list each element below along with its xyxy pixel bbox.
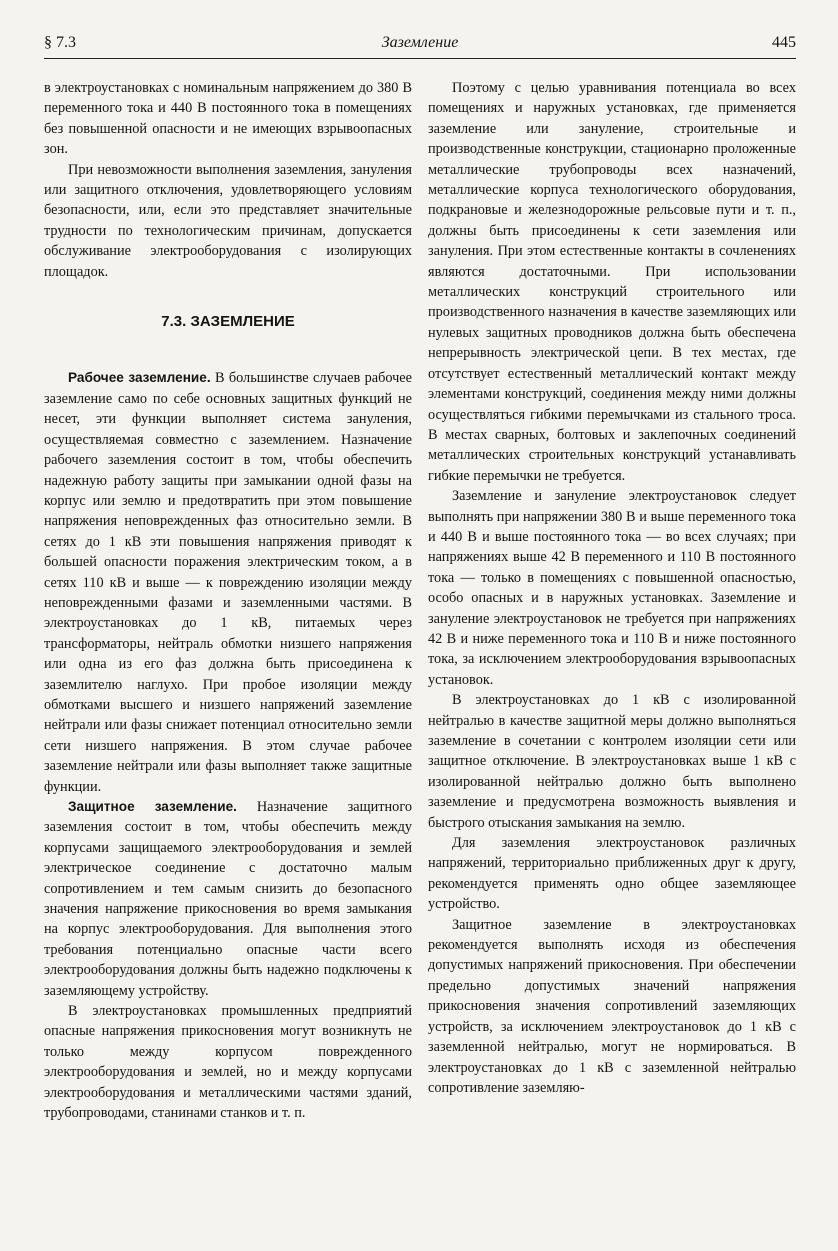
paragraph: Защитное заземление в электроустановках рекомендуется выполнять исходя из обеспечения допустимых напряжений прикосновения. При обеспечении предельно допустимых значений напряжения прикосновения значения сопротивлений заземляющих устройств, за исключением электроустановок до 1 кВ с заземленной нейтралью, могут не нормироваться. В электроустановках до 1 кВ с заземленной нейтралью сопротивление заземляю- xyxy=(428,916,796,1096)
paragraph-body: В большинстве случаев рабочее заземление само по себе основных защитных функций не несет, эти функции выполняет система зануления, осуществляемая совместно с заземлением. Назначение рабочего заземления состоит в том, чтобы обеспечить надежную работу защиты при замыкании одной фазы на корпус или землю и предотвратить при этом повышение напряжения неповрежденных фаз относительно земли. В сетях до 1 кВ эти повышения напряжения приводят к большей опасности поражения электрическим током, а в сетях 110 кВ и выше — к повреждению изоляции между неповрежденными фазами и заземленными частями. В электроустановках до 1 кВ, питаемых через трансформаторы, нейтраль обмотки низшего напряжения или одна из его фаз должна быть присоединена к заземлителю наглухо. При пробое изоляции между обмотками высшего и низшего напряжений заземление нейтрали или фазы снижает потенциал относительно земли сети низшего напряжения. В этом случае рабочее заземление нейтрали или фазы выполняет также защитные функции. xyxy=(44,370,412,795)
left-column xyxy=(44,78,412,1124)
paragraph: В электроустановках до 1 кВ с изолированной нейтралью в качестве защитной меры должно выполняться заземление в сочетании с контролем изоляции сети или защитное отключение. В электроустановках выше 1 кВ с изолированной нейтралью должно быть выполнено заземление и предусмотрена возможность выявления и быстрого отыскания замыкания на землю. xyxy=(428,692,796,831)
section-number: § 7.3 xyxy=(44,34,76,51)
paragraph-body: Назначение защитного заземления состоит в том, чтобы обеспечить между корпусами защищаемого электрооборудования и землей электрическое соединение с достаточно малым сопротивлением и тем самым снизить до безопасного значения напряжение прикосновения во время замыкания на корпус электрооборудования. Для выполнения этого требования потенциально опасные части всего электрооборудования должны быть надежно подключены к заземляющему устройству. xyxy=(44,799,412,999)
running-header xyxy=(44,34,796,56)
right-column xyxy=(428,78,796,1098)
paragraph: Заземление и зануление электроустановок следует выполнять при напряжении 380 В и выше переменного тока и 440 В и выше постоянного тока — во всех случаях; при напряжениях выше 42 В переменного и 110 В постоянного тока — только в помещениях с повышенной опасностью, особо опасных и в наружных установках. Заземление и зануление электроустановок не требуется при напряжениях 42 В и ниже переменного тока и 110 В и ниже постоянного тока, за исключением электрооборудования взрывоопасных установок. xyxy=(428,488,796,688)
paragraph: При невозможности выполнения заземления, зануления или защитного отключения, удовлетворяющего условиям безопасности, или, если это представляет значительные трудности по технологическим причинам, допускается обслуживание электрооборудования с изолирующих площадок. xyxy=(44,161,412,280)
paragraph xyxy=(44,797,412,1001)
paragraph: В электроустановках промышленных предприятий опасные напряжения прикосновения могут возникнуть не только между корпусом поврежденного электрооборудования и землей, но и между корпусами электрооборудования и металлическими частями зданий, трубопроводами, станинами станков и т. п. xyxy=(44,1003,412,1122)
page-number: 445 xyxy=(772,34,796,51)
run-in-heading: Защитное заземление. xyxy=(68,799,237,814)
header-rule xyxy=(44,58,796,59)
paragraph xyxy=(44,368,412,797)
paragraph: Поэтому с целью уравнивания потенциала во всех помещениях и наружных установках, где применяется заземление или зануление, строительные и производственные конструкции, стационарно проложенные металлические трубопроводы всех назначений, металлические корпуса технологического оборудования, подкрановые и железнодорожные рельсовые пути и т. п., должны быть присоединены к сети заземления или зануления. При этом естественные контакты в сочленениях являются достаточными. При использовании металлических конструкций строительного или производственного назначения в качестве заземляющих или нулевых защитных проводников должна быть обеспечена непрерывность электрической цепи. В тех местах, где отсутствует естественный металлический контакт между элементами конструкций, соединения между ними должны осуществляться гибкими перемычками из стального троса. В местах сварных, болтовых и заклепочных соединений металлических строительных конструкций устанавливать гибкие перемычки не требуется. xyxy=(428,80,796,484)
paragraph: в электроустановках с номинальным напряжением до 380 В переменного тока и 440 В постоянного тока в помещениях без повышенной опасности и не имеющих взрывоопасных зон. xyxy=(44,80,412,158)
run-in-heading: Рабочее заземление. xyxy=(68,370,211,386)
section-heading: 7.3. ЗАЗЕМЛЕНИЕ xyxy=(161,313,295,331)
running-title: Заземление xyxy=(381,34,459,51)
paragraph: Для заземления электроустановок различных напряжений, территориально приближенных друг к другу, рекомендуется применять одно общее заземляющее устройство. xyxy=(428,835,796,913)
